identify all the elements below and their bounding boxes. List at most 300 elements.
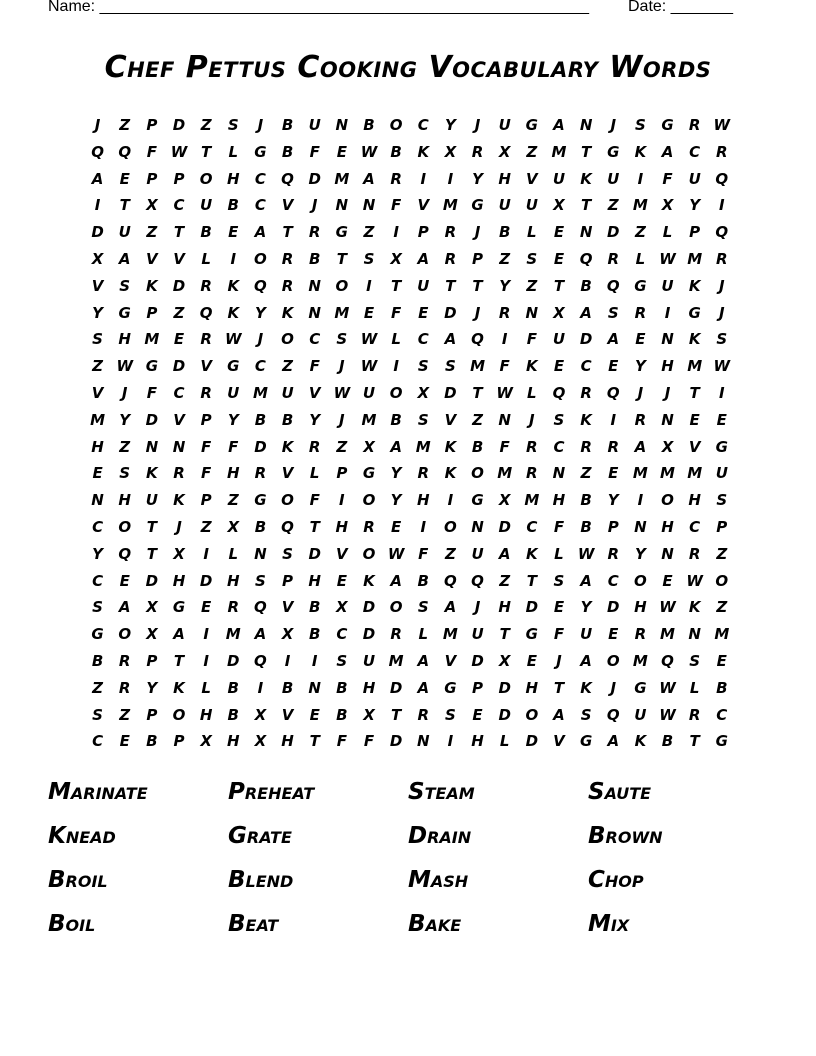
grid-letter: M xyxy=(388,651,404,670)
grid-letter: I xyxy=(420,517,427,536)
grid-letter: E xyxy=(228,223,239,242)
grid-letter: E xyxy=(553,223,565,242)
grid-letter: K xyxy=(173,678,185,697)
grid-letter: G xyxy=(145,357,158,376)
grid-letter: I xyxy=(393,357,399,376)
grid-letter: M xyxy=(361,410,377,429)
grid-letter: Y xyxy=(689,196,701,215)
grid-letter: H xyxy=(226,732,240,751)
grid-letter: O xyxy=(661,491,674,510)
grid-letter: S xyxy=(417,410,429,429)
grid-letter: A xyxy=(553,116,565,134)
grid-letter: C xyxy=(254,357,266,376)
grid-letter: F xyxy=(201,464,212,483)
grid-letter: D xyxy=(145,571,159,590)
grid-letter: A xyxy=(118,249,131,268)
grid-letter: O xyxy=(335,276,349,295)
grid-letter: R xyxy=(444,249,457,268)
grid-letter: R xyxy=(526,437,538,456)
grid-letter: Y xyxy=(634,357,646,376)
grid-letter: C xyxy=(254,196,266,215)
word-bank-item: Preheat xyxy=(228,779,315,805)
grid-letter: M xyxy=(334,169,350,188)
grid-letter: R xyxy=(526,464,538,483)
grid-letter: A xyxy=(607,330,620,349)
grid-letter: R xyxy=(308,437,321,456)
grid-letter: I xyxy=(203,625,209,644)
grid-letter: S xyxy=(417,598,429,617)
grid-letter: D xyxy=(498,678,511,697)
grid-letter: M xyxy=(225,625,241,644)
grid-letter: I xyxy=(339,491,345,510)
grid-letter: Y xyxy=(390,491,402,510)
grid-letter: V xyxy=(173,249,185,268)
grid-letter: J xyxy=(529,410,535,429)
grid-row xyxy=(84,112,736,139)
grid-letter: K xyxy=(634,142,647,161)
grid-letter: A xyxy=(553,705,565,724)
grid-letter: E xyxy=(662,571,673,590)
grid-letter: X xyxy=(553,303,565,322)
grid-letter: M xyxy=(442,196,458,215)
grid-letter: L xyxy=(391,330,401,349)
grid-letter: Q xyxy=(471,571,484,590)
grid-letter: E xyxy=(363,303,375,322)
grid-letter: E xyxy=(689,410,700,429)
grid-letter: D xyxy=(389,678,403,697)
grid-letter: D xyxy=(498,705,511,724)
grid-letter: O xyxy=(606,651,620,670)
grid-letter: P xyxy=(336,464,348,483)
grid-letter: G xyxy=(661,116,674,134)
grid-letter: R xyxy=(444,223,457,242)
grid-letter: L xyxy=(689,678,700,697)
grid-letter: H xyxy=(661,517,674,536)
grid-letter: I xyxy=(257,678,264,697)
grid-letter: G xyxy=(634,276,647,295)
grid-letter: K xyxy=(417,142,430,161)
grid-letter: N xyxy=(308,303,321,322)
grid-letter: L xyxy=(201,249,211,268)
grid-letter: J xyxy=(474,598,481,617)
grid-letter: U xyxy=(607,169,620,188)
grid-letter: E xyxy=(553,249,565,268)
grid-letter: A xyxy=(607,732,620,751)
grid-row xyxy=(84,594,736,621)
grid-letter: F xyxy=(390,303,402,322)
grid-letter: B xyxy=(390,142,402,161)
grid-letter: K xyxy=(634,732,647,751)
grid-letter: Y xyxy=(254,303,266,322)
grid-letter: Z xyxy=(200,116,212,134)
grid-letter: H xyxy=(362,678,376,697)
grid-letter: C xyxy=(173,383,185,402)
grid-letter: G xyxy=(362,464,376,483)
grid-letter: S xyxy=(417,357,429,376)
grid-letter: O xyxy=(362,544,376,563)
grid-letter: E xyxy=(608,464,619,483)
grid-letter: X xyxy=(146,196,158,215)
grid-letter: R xyxy=(471,142,484,161)
grid-row xyxy=(84,568,736,595)
grid-letter: V xyxy=(688,437,701,456)
grid-letter: R xyxy=(200,330,212,349)
grid-letter: B xyxy=(336,678,348,697)
word-bank xyxy=(48,780,768,937)
grid-letter: Y xyxy=(472,169,483,188)
grid-letter: R xyxy=(254,464,267,483)
grid-letter: I xyxy=(420,169,427,188)
grid-letter: A xyxy=(173,625,185,644)
grid-letter: T xyxy=(580,196,592,215)
grid-letter: J xyxy=(176,517,182,536)
grid-letter: Y xyxy=(227,410,239,429)
grid-letter: A xyxy=(580,651,592,670)
grid-letter: H xyxy=(91,437,104,456)
grid-letter: F xyxy=(201,437,212,456)
grid-letter: B xyxy=(716,678,728,697)
grid-letter: V xyxy=(526,169,538,188)
grid-letter: C xyxy=(254,169,266,188)
grid-letter: K xyxy=(688,598,701,617)
grid-letter: B xyxy=(91,651,104,670)
word-bank-item: Mash xyxy=(408,867,469,893)
grid-letter: P xyxy=(472,249,484,268)
grid-letter: T xyxy=(553,678,565,697)
grid-letter: J xyxy=(719,303,725,322)
grid-letter: K xyxy=(526,357,538,376)
grid-letter: K xyxy=(363,571,375,590)
grid-row xyxy=(84,166,736,193)
grid-letter: P xyxy=(146,169,158,188)
grid-letter: V xyxy=(444,651,457,670)
grid-letter: T xyxy=(282,223,293,242)
grid-letter: F xyxy=(363,732,375,751)
grid-letter: T xyxy=(580,142,592,161)
grid-letter: X xyxy=(173,544,185,563)
grid-letter: R xyxy=(634,625,647,644)
grid-letter: J xyxy=(257,116,264,134)
grid-letter: M xyxy=(632,196,648,215)
grid-letter: R xyxy=(716,142,728,161)
grid-letter: O xyxy=(118,625,132,644)
grid-row xyxy=(84,648,736,675)
grid-letter: Q xyxy=(254,598,267,617)
grid-letter: R xyxy=(607,437,620,456)
grid-letter: J xyxy=(311,196,318,215)
grid-letter: F xyxy=(146,383,157,402)
grid-letter: P xyxy=(173,732,185,751)
grid-letter: T xyxy=(472,276,483,295)
grid-letter: P xyxy=(146,651,158,670)
grid-letter: M xyxy=(714,625,730,644)
grid-letter: N xyxy=(498,410,511,429)
grid-letter: S xyxy=(444,357,456,376)
grid-letter: F xyxy=(228,437,239,456)
grid-letter: H xyxy=(226,169,240,188)
grid-letter: X xyxy=(146,625,158,644)
grid-letter: S xyxy=(716,491,728,510)
grid-letter: M xyxy=(470,357,485,376)
grid-letter: B xyxy=(200,223,212,242)
grid-letter: P xyxy=(607,517,619,536)
grid-letter: U xyxy=(634,705,647,724)
grid-letter: O xyxy=(281,491,294,510)
grid-letter: Z xyxy=(200,517,212,536)
grid-letter: D xyxy=(172,276,186,295)
grid-letter: I xyxy=(230,249,237,268)
grid-letter: F xyxy=(309,491,320,510)
grid-letter: M xyxy=(632,464,648,483)
grid-letter: R xyxy=(580,383,592,402)
grid-letter: Q xyxy=(254,276,267,295)
grid-letter: A xyxy=(254,223,267,242)
grid-letter: V xyxy=(417,196,430,215)
grid-letter: U xyxy=(498,196,511,215)
grid-letter: F xyxy=(418,544,429,563)
grid-letter: V xyxy=(91,276,104,295)
grid-letter: J xyxy=(474,303,481,322)
grid-row xyxy=(84,353,736,380)
grid-letter: E xyxy=(119,732,130,751)
grid-row xyxy=(84,541,736,568)
grid-letter: E xyxy=(608,357,619,376)
grid-letter: C xyxy=(607,571,619,590)
grid-letter: M xyxy=(551,142,567,161)
grid-letter: G xyxy=(444,678,457,697)
grid-letter: F xyxy=(309,357,320,376)
word-bank-item: Grate xyxy=(228,823,292,849)
grid-letter: Q xyxy=(471,330,484,349)
grid-letter: E xyxy=(526,651,537,670)
grid-letter: O xyxy=(254,249,267,268)
grid-letter: F xyxy=(553,625,565,644)
grid-letter: W xyxy=(170,142,188,161)
grid-letter: M xyxy=(442,625,458,644)
grid-letter: C xyxy=(173,196,185,215)
grid-letter: I xyxy=(719,383,725,402)
grid-letter: W xyxy=(360,142,378,161)
grid-letter: X xyxy=(661,437,674,456)
grid-letter: L xyxy=(527,223,537,242)
grid-letter: L xyxy=(527,383,537,402)
grid-letter: R xyxy=(281,249,294,268)
grid-letter: T xyxy=(526,571,537,590)
word-bank-item: Bake xyxy=(408,911,462,937)
grid-letter: H xyxy=(281,732,294,751)
grid-letter: B xyxy=(281,116,294,134)
grid-letter: D xyxy=(227,651,240,670)
grid-letter: Q xyxy=(715,223,729,242)
grid-letter: N xyxy=(661,410,674,429)
grid-letter: R xyxy=(118,651,131,670)
grid-letter: J xyxy=(610,116,617,134)
grid-letter: V xyxy=(173,410,185,429)
grid-letter: X xyxy=(254,732,267,751)
grid-letter: O xyxy=(362,491,376,510)
grid-letter: R xyxy=(227,598,240,617)
grid-letter: A xyxy=(118,598,131,617)
grid-letter: X xyxy=(417,383,430,402)
grid-letter: N xyxy=(308,678,321,697)
grid-letter: N xyxy=(254,544,267,563)
grid-letter: M xyxy=(90,410,106,429)
grid-letter: B xyxy=(254,410,267,429)
grid-letter: T xyxy=(391,705,402,724)
grid-letter: C xyxy=(336,625,348,644)
grid-letter: Q xyxy=(579,249,593,268)
grid-letter: V xyxy=(553,732,565,751)
grid-letter: G xyxy=(607,142,620,161)
grid-letter: E xyxy=(336,571,347,590)
grid-letter: H xyxy=(335,517,349,536)
grid-letter: D xyxy=(172,116,186,134)
grid-letter: H xyxy=(308,571,321,590)
grid-letter: R xyxy=(688,116,701,134)
grid-letter: W xyxy=(686,571,703,590)
grid-letter: X xyxy=(336,598,348,617)
grid-letter: I xyxy=(311,651,318,670)
grid-letter: O xyxy=(715,571,729,590)
grid-letter: R xyxy=(390,625,402,644)
grid-letter: Q xyxy=(606,383,620,402)
grid-letter: F xyxy=(390,196,402,215)
grid-letter: U xyxy=(715,464,728,483)
grid-letter: G xyxy=(471,491,484,510)
grid-letter: G xyxy=(471,196,484,215)
grid-letter: K xyxy=(444,437,457,456)
grid-row xyxy=(84,139,736,166)
grid-letter: I xyxy=(719,196,725,215)
grid-letter: C xyxy=(417,116,429,134)
grid-letter: W xyxy=(116,357,133,376)
grid-letter: Z xyxy=(282,357,293,376)
grid-letter: W xyxy=(659,249,676,268)
grid-letter: W xyxy=(713,357,731,376)
grid-letter: Z xyxy=(634,223,646,242)
grid-letter: T xyxy=(553,276,565,295)
grid-letter: T xyxy=(445,276,456,295)
grid-letter: D xyxy=(362,625,376,644)
grid-letter: A xyxy=(661,142,674,161)
grid-letter: R xyxy=(173,464,185,483)
grid-letter: M xyxy=(687,357,703,376)
grid-letter: V xyxy=(336,544,348,563)
grid-letter: Y xyxy=(92,544,103,563)
grid-letter: E xyxy=(119,571,130,590)
grid-letter: Q xyxy=(715,169,729,188)
grid-letter: E xyxy=(553,357,565,376)
grid-letter: U xyxy=(580,625,593,644)
grid-letter: Z xyxy=(119,705,131,724)
grid-letter: O xyxy=(471,464,484,483)
grid-letter: Z xyxy=(336,437,348,456)
grid-letter: Q xyxy=(91,142,104,161)
grid-letter: J xyxy=(257,330,264,349)
grid-letter: D xyxy=(362,598,376,617)
grid-letter: T xyxy=(689,732,700,751)
grid-letter: A xyxy=(91,169,104,188)
grid-letter: B xyxy=(498,223,511,242)
grid-letter: K xyxy=(580,678,592,697)
grid-letter: O xyxy=(389,598,403,617)
grid-letter: Y xyxy=(607,491,619,510)
grid-letter: R xyxy=(390,169,402,188)
grid-letter: Q xyxy=(606,276,620,295)
grid-letter: U xyxy=(227,383,240,402)
grid-letter: N xyxy=(172,437,186,456)
grid-letter: G xyxy=(579,732,593,751)
grid-letter: I xyxy=(366,276,372,295)
grid-letter: Z xyxy=(146,223,158,242)
grid-letter: Y xyxy=(146,678,158,697)
grid-letter: E xyxy=(173,330,185,349)
grid-letter: J xyxy=(556,651,562,670)
grid-letter: I xyxy=(637,491,644,510)
grid-letter: B xyxy=(146,732,158,751)
grid-letter: D xyxy=(308,544,321,563)
grid-letter: Z xyxy=(716,544,728,563)
grid-letter: O xyxy=(281,330,294,349)
grid-letter: E xyxy=(553,598,565,617)
grid-letter: V xyxy=(444,410,457,429)
grid-letter: L xyxy=(554,544,564,563)
grid-letter: D xyxy=(525,732,539,751)
grid-letter: X xyxy=(363,705,375,724)
grid-letter: M xyxy=(144,330,160,349)
grid-row xyxy=(84,728,736,755)
grid-letter: Y xyxy=(92,303,103,322)
grid-letter: A xyxy=(254,625,267,644)
name-label: Name: _______________________________________________________ xyxy=(48,0,589,15)
grid-letter: G xyxy=(715,732,728,751)
grid-letter: B xyxy=(308,249,321,268)
page-title: Chef Pettus Cooking Vocabulary Words xyxy=(104,50,712,85)
grid-letter: H xyxy=(661,357,674,376)
grid-letter: E xyxy=(309,705,320,724)
grid-row xyxy=(84,300,736,327)
grid-letter: J xyxy=(94,116,101,134)
word-bank-item: Blend xyxy=(228,867,294,893)
word-bank-item: Drain xyxy=(408,823,472,849)
grid-letter: H xyxy=(471,732,484,751)
grid-letter: A xyxy=(417,678,430,697)
grid-letter: R xyxy=(417,705,430,724)
grid-letter: O xyxy=(199,169,213,188)
grid-letter: A xyxy=(390,571,402,590)
grid-letter: B xyxy=(363,116,375,134)
grid-letter: N xyxy=(416,732,430,751)
grid-letter: M xyxy=(687,464,703,483)
grid-letter: Q xyxy=(552,383,566,402)
grid-letter: K xyxy=(173,491,185,510)
grid-letter: A xyxy=(580,303,592,322)
grid-letter: S xyxy=(227,116,239,134)
word-bank-item: Mix xyxy=(588,911,630,937)
grid-letter: Q xyxy=(118,142,132,161)
grid-letter: C xyxy=(309,330,321,349)
grid-letter: I xyxy=(447,732,454,751)
grid-letter: T xyxy=(201,142,212,161)
grid-letter: E xyxy=(336,142,347,161)
grid-letter: T xyxy=(472,383,483,402)
grid-letter: Y xyxy=(580,598,592,617)
grid-letter: S xyxy=(255,571,266,590)
grid-letter: N xyxy=(579,223,593,242)
grid-letter: L xyxy=(228,544,239,563)
grid-letter: I xyxy=(610,410,617,429)
grid-letter: H xyxy=(416,491,430,510)
